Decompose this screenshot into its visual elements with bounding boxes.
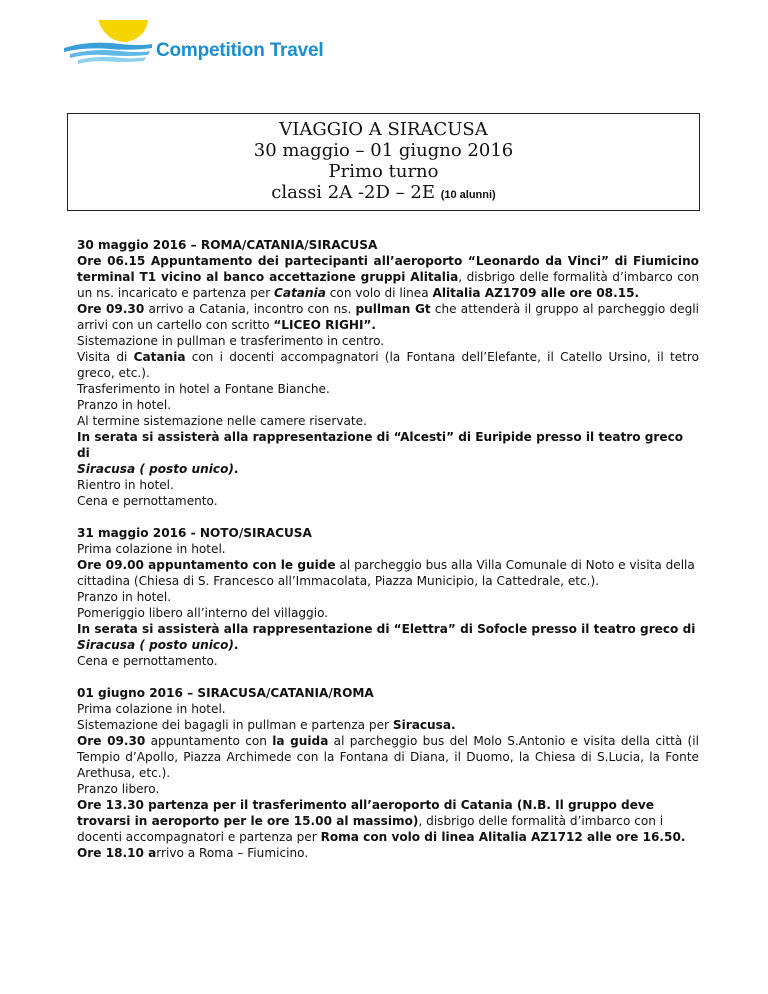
trip-title: VIAGGIO A SIRACUSA: [279, 119, 488, 140]
day1-paragraph-arrival: Ore 09.30 arrivo a Catania, incontro con ns. pullman Gt che attenderà il gruppo al parcheggio degli arrivi con un cartello con scritto “LICEO RIGHI”.: [77, 302, 699, 332]
day1-paragraph-return: Rientro in hotel.: [77, 478, 174, 492]
day2-paragraph-visit: Ore 09.00 appuntamento con le guide al parcheggio bus alla Villa Comunale di Noto e visita della cittadina (Chiesa di S. Francesco all’Immacolata, Piazza Municipio, la Cattedrale, etc.).: [77, 558, 695, 588]
day3-heading: 01 giugno 2016 – SIRACUSA/CATANIA/ROMA: [77, 686, 374, 700]
title-box: [67, 113, 700, 211]
trip-turn: Primo turno: [328, 161, 439, 182]
day3-paragraph-visit: Ore 09.30 appuntamento con la guida al parcheggio bus del Molo S.Antonio e visita della città (il Tempio d’Apollo, Piazza Archimede con la Fontana di Diana, il Duomo, la Chiesa di S.Lucia, la Fonte Arethusa, etc.).: [77, 734, 699, 780]
day2-paragraph-breakfast: Prima colazione in hotel.: [77, 542, 226, 556]
day2-paragraph-lunch: Pranzo in hotel.: [77, 590, 172, 604]
day1-paragraph-departure: Ore 06.15 Appuntamento dei partecipanti all’aeroporto “Leonardo da Vinci” di Fiumicino terminal T1 vicino al banco accettazione gruppi Alitalia, disbrigo delle formalità d’imbarco con un ns. incaricato e partenza per Catania con volo di linea Alitalia AZ1709 alle ore 08.15.: [77, 254, 699, 300]
day3-paragraph-lunch: Pranzo libero.: [77, 782, 160, 796]
students-count: (10 alunni): [440, 189, 496, 201]
day3-paragraph-arrival: Ore 18.10 arrivo a Roma – Fiumicino.: [77, 846, 309, 860]
day1-heading: 30 maggio 2016 – ROMA/CATANIA/SIRACUSA: [77, 238, 378, 252]
company-logo: [60, 18, 324, 68]
brand-name: Competition Travel: [156, 40, 324, 61]
day2-paragraph-afternoon: Pomeriggio libero all’interno del villaggio.: [77, 606, 329, 620]
day3-paragraph-departure: Sistemazione dei bagagli in pullman e partenza per Siracusa.: [77, 718, 456, 732]
itinerary: [77, 237, 699, 861]
day2-paragraph-dinner: Cena e pernottamento.: [77, 654, 218, 668]
day3-paragraph-breakfast: Prima colazione in hotel.: [77, 702, 226, 716]
day2-heading: 31 maggio 2016 - NOTO/SIRACUSA: [77, 526, 312, 540]
day3-paragraph-transfer: Ore 13.30 partenza per il trasferimento all’aeroporto di Catania (N.B. Il gruppo deve trovarsi in aeroporto per le ore 15.00 al massimo), disbrigo delle formalità d’imbarco con i docenti accompagnatori e partenza per Roma con volo di linea Alitalia AZ1712 alle ore 16.50.: [77, 798, 686, 844]
trip-classes: [68, 182, 699, 206]
day1-paragraph-evening: In serata si assisterà alla rappresentazione di “Alcesti” di Euripide presso il teatro greco di Siracusa ( posto unico).: [77, 430, 684, 476]
day1-paragraph-dinner: Cena e pernottamento.: [77, 494, 218, 508]
day1-paragraph-transfer: Sistemazione in pullman e trasferimento in centro.: [77, 334, 385, 348]
day1-paragraph-lunch: Pranzo in hotel.: [77, 398, 172, 412]
trip-dates: 30 maggio – 01 giugno 2016: [253, 140, 514, 161]
day1-paragraph-rooms: Al termine sistemazione nelle camere riservate.: [77, 414, 367, 428]
sun-wave-logo-icon: [60, 18, 160, 68]
classes-label: classi 2A -2D – 2E: [271, 182, 435, 203]
day1-paragraph-hotel-transfer: Trasferimento in hotel a Fontane Bianche.: [77, 382, 330, 396]
day2-paragraph-evening: In serata si assisterà alla rappresentazione di “Elettra” di Sofocle presso il teatro greco di Siracusa ( posto unico).: [77, 622, 696, 652]
day1-paragraph-visit: Visita di Catania con i docenti accompagnatori (la Fontana dell’Elefante, il Catello Ursino, il tetro greco, etc.).: [77, 350, 699, 380]
